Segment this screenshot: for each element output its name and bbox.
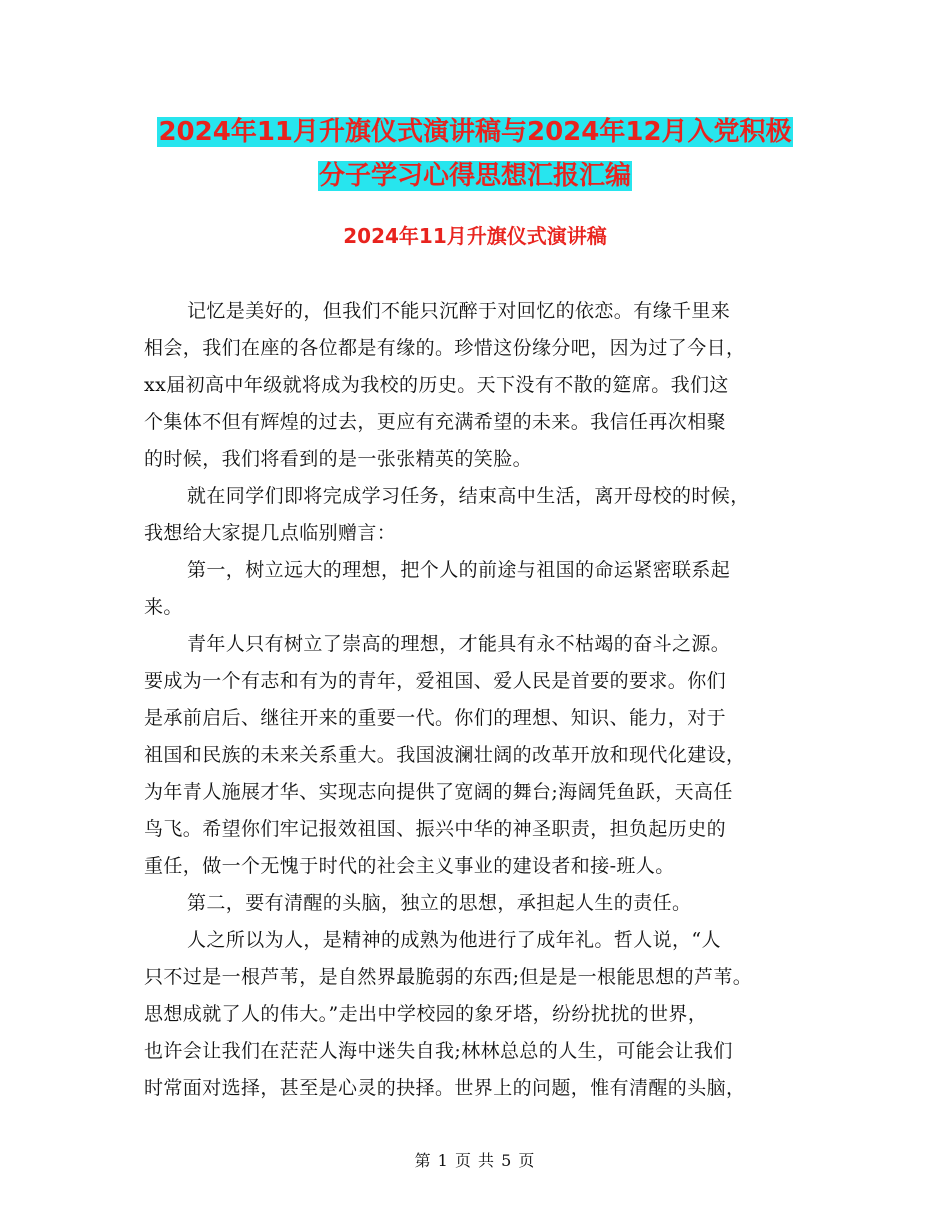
page-footer: 第 1 页 共 5 页 [414, 1151, 536, 1170]
paragraph-line: 是承前启后、继往开来的重要一代。你们的理想、知识、能力，对于 [144, 707, 727, 729]
paragraph-line: 我想给大家提几点临别赠言： [144, 522, 397, 544]
paragraph-line: 来。 [144, 596, 183, 618]
paragraph-line: 就在同学们即将完成学习任务，结束高中生活，离开母校的时候， [187, 485, 750, 507]
paragraph-line: 也许会让我们在茫茫人海中迷失自我;林林总总的人生，可能会让我们 [144, 1040, 733, 1062]
paragraph-line: 只不过是一根芦苇，是自然界最脆弱的东西;但是是一根能思想的芦苇。 [144, 966, 753, 988]
paragraph-line: 为年青人施展才华、实现志向提供了宽阔的舞台;海阔凭鱼跃，天高任 [144, 781, 733, 803]
paragraph-line: 第二，要有清醒的头脑，独立的思想，承担起人生的责任。 [187, 892, 692, 914]
body-text [144, 293, 834, 1107]
paragraph-line: 祖国和民族的未来关系重大。我国波澜壮阔的改革开放和现代化建设， [144, 744, 746, 766]
section-heading: 2024年11月升旗仪式演讲稿 [343, 224, 607, 248]
paragraph-line: 人之所以为人，是精神的成熟为他进行了成年礼。哲人说，“人 [187, 929, 721, 951]
paragraph-line: 青年人只有树立了崇高的理想，才能具有永不枯竭的奋斗之源。 [187, 633, 731, 655]
document-title-line-2 [0, 157, 950, 195]
paragraph-line: 个集体不但有辉煌的过去，更应有充满希望的未来。我信任再次相聚 [144, 411, 727, 433]
title-highlight-1: 2024年11月升旗仪式演讲稿与2024年12月入党积极 [158, 117, 792, 147]
title-highlight-2: 分子学习心得思想汇报汇编 [318, 161, 631, 191]
paragraph-line: 鸟飞。希望你们牢记报效祖国、振兴中华的神圣职责，担负起历史的 [144, 818, 727, 840]
paragraph-line: 相会，我们在座的各位都是有缘的。珍惜这份缘分吧，因为过了今日， [144, 337, 746, 359]
paragraph-line: 重任，做一个无愧于时代的社会主义事业的建设者和接-班人。 [144, 855, 675, 877]
paragraph-line: 记忆是美好的，但我们不能只沉醉于对回忆的依恋。有缘千里来 [187, 300, 731, 322]
paragraph-line: 思想成就了人的伟大。”走出中学校园的象牙塔，纷纷扰扰的世界， [144, 1003, 708, 1025]
paragraph-line: xx届初高中年级就将成为我校的历史。天下没有不散的筵席。我们这 [144, 374, 729, 396]
paragraph-line: 时常面对选择，甚至是心灵的抉择。世界上的问题，惟有清醒的头脑， [144, 1077, 746, 1099]
paragraph-line: 的时候，我们将看到的是一张张精英的笑脸。 [144, 448, 533, 470]
document-title-line-1 [0, 113, 950, 151]
paragraph-line: 第一，树立远大的理想，把个人的前途与祖国的命运紧密联系起 [187, 559, 731, 581]
paragraph-line: 要成为一个有志和有为的青年，爱祖国、爱人民是首要的要求。你们 [144, 670, 727, 692]
